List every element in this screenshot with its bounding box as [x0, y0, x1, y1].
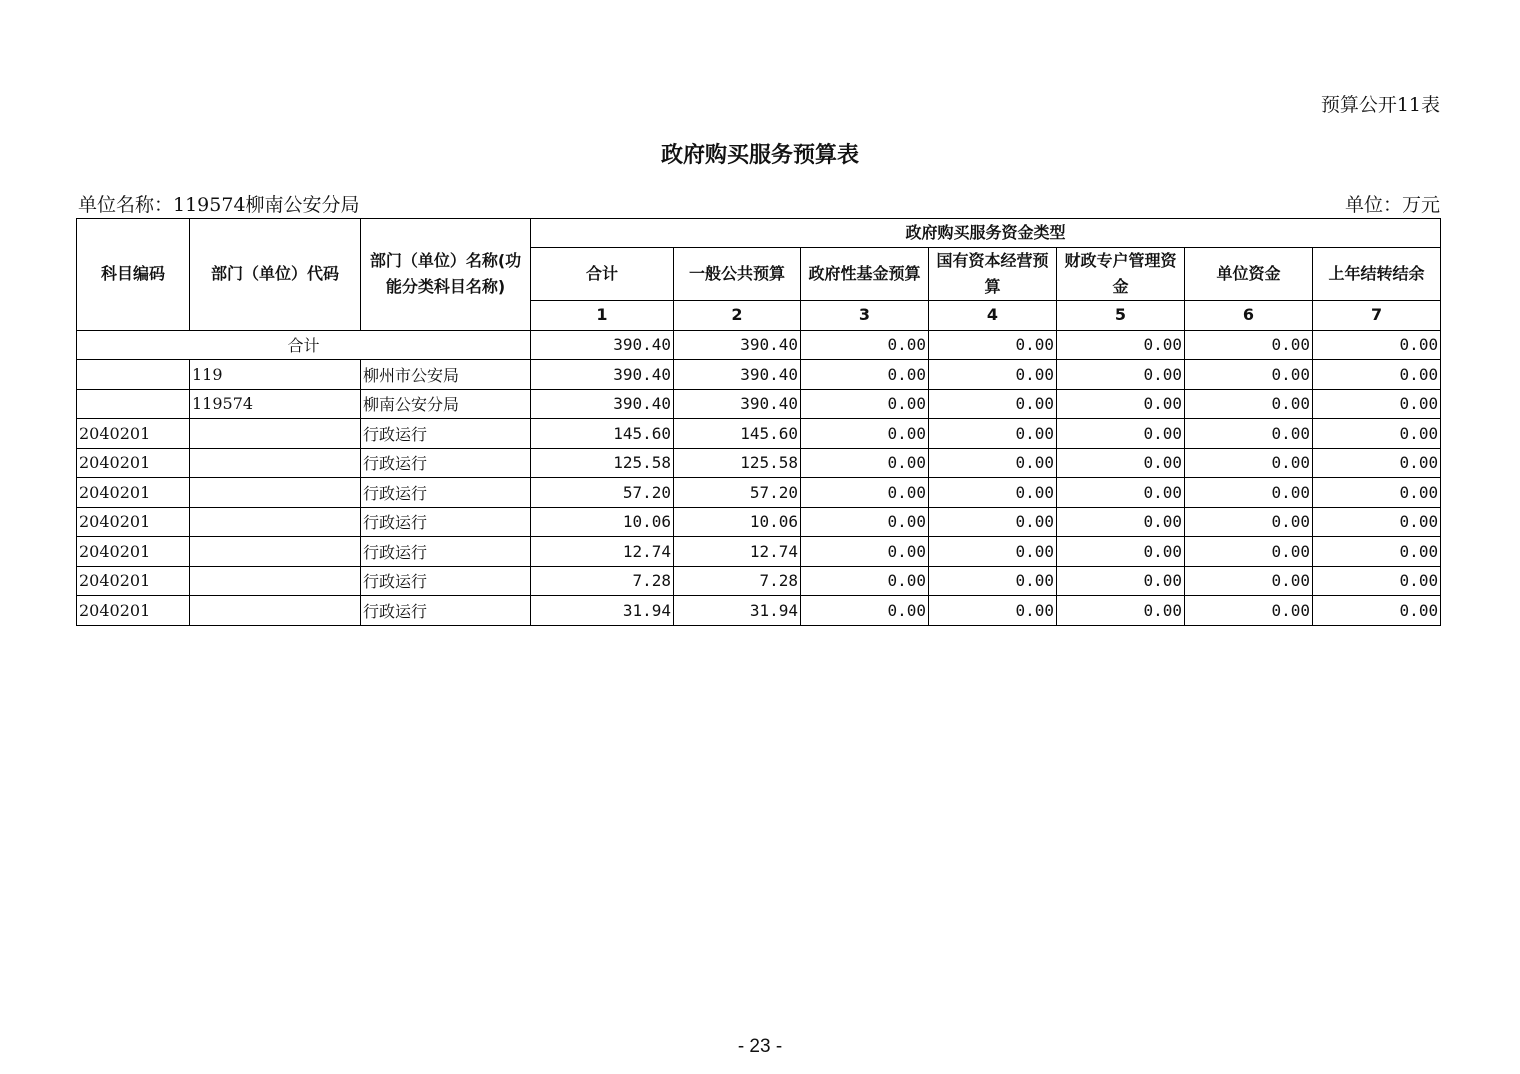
amount-cell: 0.00 [1057, 419, 1185, 449]
header-fund-gov: 政府性基金预算 [801, 248, 929, 301]
header-index: 6 [1185, 301, 1313, 331]
header-fund-unit: 单位资金 [1185, 248, 1313, 301]
amount-cell: 0.00 [1313, 419, 1441, 449]
table-header [77, 219, 1441, 331]
header-index: 2 [674, 301, 801, 331]
table-row [77, 507, 1441, 537]
amount-cell: 57.20 [674, 478, 801, 508]
dept-code-cell [190, 537, 361, 567]
amount-cell: 0.00 [929, 596, 1057, 626]
amount-cell: 0.00 [929, 478, 1057, 508]
amount-cell: 0.00 [929, 507, 1057, 537]
amount-cell: 0.00 [1313, 389, 1441, 419]
header-dept-name: 部门（单位）名称(功能分类科目名称) [361, 219, 531, 331]
amount-cell: 0.00 [929, 448, 1057, 478]
amount-cell: 0.00 [1057, 389, 1185, 419]
amount-cell: 0.00 [1057, 478, 1185, 508]
amount-cell: 0.00 [801, 507, 929, 537]
amount-cell: 57.20 [531, 478, 674, 508]
currency-unit-label: 单位：万元 [1344, 194, 1440, 216]
total-cell: 0.00 [929, 330, 1057, 360]
subject-code-cell [77, 360, 190, 390]
amount-cell: 145.60 [674, 419, 801, 449]
total-cell: 390.40 [674, 330, 801, 360]
amount-cell: 0.00 [929, 566, 1057, 596]
header-index: 3 [801, 301, 929, 331]
amount-cell: 0.00 [1185, 448, 1313, 478]
amount-cell: 0.00 [929, 419, 1057, 449]
amount-cell: 0.00 [929, 389, 1057, 419]
amount-cell: 0.00 [801, 566, 929, 596]
dept-code-cell [190, 448, 361, 478]
amount-cell: 0.00 [1057, 596, 1185, 626]
amount-cell: 0.00 [801, 360, 929, 390]
total-cell: 0.00 [1057, 330, 1185, 360]
amount-cell: 0.00 [1313, 448, 1441, 478]
amount-cell: 0.00 [1185, 596, 1313, 626]
amount-cell: 0.00 [929, 360, 1057, 390]
table-row [77, 596, 1441, 626]
header-fund-total: 合计 [531, 248, 674, 301]
total-label: 合计 [77, 330, 531, 360]
amount-cell: 0.00 [1313, 507, 1441, 537]
header-subject-code: 科目编码 [77, 219, 190, 331]
amount-cell: 390.40 [674, 389, 801, 419]
amount-cell: 0.00 [1185, 507, 1313, 537]
header-fund-state-capital: 国有资本经营预算 [929, 248, 1057, 301]
amount-cell: 0.00 [801, 537, 929, 567]
amount-cell: 0.00 [1185, 478, 1313, 508]
header-fund-special-account: 财政专户管理资金 [1057, 248, 1185, 301]
subject-code-cell: 2040201 [77, 448, 190, 478]
amount-cell: 145.60 [531, 419, 674, 449]
dept-name-cell: 柳南公安分局 [361, 389, 531, 419]
amount-cell: 7.28 [531, 566, 674, 596]
table-row [77, 448, 1441, 478]
subject-code-cell: 2040201 [77, 419, 190, 449]
header-fund-type-group: 政府购买服务资金类型 [531, 219, 1441, 248]
amount-cell: 31.94 [674, 596, 801, 626]
dept-code-cell [190, 507, 361, 537]
amount-cell: 0.00 [1313, 596, 1441, 626]
amount-cell: 0.00 [1057, 360, 1185, 390]
amount-cell: 0.00 [1313, 478, 1441, 508]
table-row [77, 419, 1441, 449]
amount-cell: 390.40 [531, 360, 674, 390]
amount-cell: 10.06 [674, 507, 801, 537]
form-number: 预算公开11表 [1320, 94, 1440, 116]
table-row [77, 360, 1441, 390]
amount-cell: 31.94 [531, 596, 674, 626]
subject-code-cell: 2040201 [77, 478, 190, 508]
amount-cell: 0.00 [1313, 566, 1441, 596]
amount-cell: 125.58 [531, 448, 674, 478]
amount-cell: 12.74 [674, 537, 801, 567]
header-index: 1 [531, 301, 674, 331]
subject-code-cell: 2040201 [77, 537, 190, 567]
total-cell: 0.00 [801, 330, 929, 360]
amount-cell: 125.58 [674, 448, 801, 478]
dept-name-cell: 行政运行 [361, 419, 531, 449]
amount-cell: 0.00 [1057, 566, 1185, 596]
page-number: - 23 - [737, 1036, 783, 1057]
dept-name-cell: 柳州市公安局 [361, 360, 531, 390]
table-row [77, 389, 1441, 419]
amount-cell: 390.40 [674, 360, 801, 390]
dept-code-cell: 119 [190, 360, 361, 390]
total-cell: 0.00 [1313, 330, 1441, 360]
amount-cell: 0.00 [801, 389, 929, 419]
amount-cell: 0.00 [1185, 537, 1313, 567]
amount-cell: 0.00 [801, 596, 929, 626]
header-index: 5 [1057, 301, 1185, 331]
amount-cell: 0.00 [1313, 360, 1441, 390]
dept-name-cell: 行政运行 [361, 448, 531, 478]
dept-code-cell: 119574 [190, 389, 361, 419]
header-index: 4 [929, 301, 1057, 331]
total-cell: 0.00 [1185, 330, 1313, 360]
subject-code-cell: 2040201 [77, 507, 190, 537]
page-title: 政府购买服务预算表 [660, 143, 859, 168]
amount-cell: 0.00 [1185, 389, 1313, 419]
amount-cell: 0.00 [801, 419, 929, 449]
dept-name-cell: 行政运行 [361, 566, 531, 596]
amount-cell: 7.28 [674, 566, 801, 596]
amount-cell: 0.00 [1057, 537, 1185, 567]
dept-code-cell [190, 596, 361, 626]
amount-cell: 12.74 [531, 537, 674, 567]
total-cell: 390.40 [531, 330, 674, 360]
amount-cell: 0.00 [801, 448, 929, 478]
header-index: 7 [1313, 301, 1441, 331]
amount-cell: 10.06 [531, 507, 674, 537]
dept-code-cell [190, 419, 361, 449]
amount-cell: 390.40 [531, 389, 674, 419]
amount-cell: 0.00 [1057, 507, 1185, 537]
header-fund-general: 一般公共预算 [674, 248, 801, 301]
dept-name-cell: 行政运行 [361, 507, 531, 537]
amount-cell: 0.00 [929, 537, 1057, 567]
table-body [77, 330, 1441, 625]
dept-code-cell [190, 478, 361, 508]
dept-name-cell: 行政运行 [361, 537, 531, 567]
table-row [77, 566, 1441, 596]
header-dept-code: 部门（单位）代码 [190, 219, 361, 331]
dept-name-cell: 行政运行 [361, 596, 531, 626]
amount-cell: 0.00 [1313, 537, 1441, 567]
table-row [77, 478, 1441, 508]
dept-name-cell: 行政运行 [361, 478, 531, 508]
total-row [77, 330, 1441, 360]
budget-table [76, 218, 1441, 626]
amount-cell: 0.00 [1185, 566, 1313, 596]
amount-cell: 0.00 [1057, 448, 1185, 478]
dept-code-cell [190, 566, 361, 596]
table-row [77, 537, 1441, 567]
subject-code-cell [77, 389, 190, 419]
subject-code-cell: 2040201 [77, 596, 190, 626]
header-fund-carryover: 上年结转结余 [1313, 248, 1441, 301]
unit-name-label: 单位名称：119574柳南公安分局 [78, 194, 360, 216]
amount-cell: 0.00 [1185, 419, 1313, 449]
amount-cell: 0.00 [1185, 360, 1313, 390]
subject-code-cell: 2040201 [77, 566, 190, 596]
amount-cell: 0.00 [801, 478, 929, 508]
